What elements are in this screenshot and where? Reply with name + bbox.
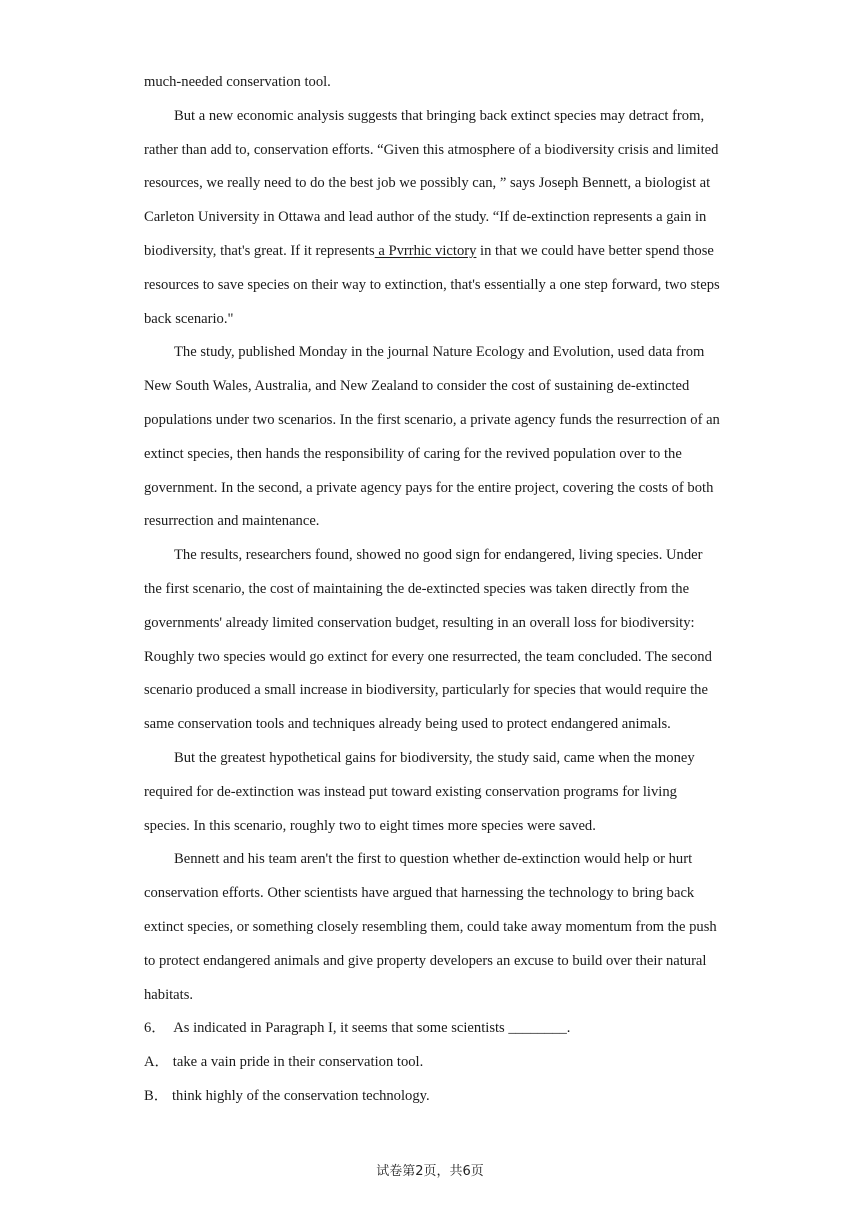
- article-paragraphs: [144, 66, 720, 1012]
- paragraph-text: in that we could have better spend those resources to save species on their way to extinction, that's essentially a one step forward, two steps back scenario.": [144, 242, 720, 327]
- option-text: take a vain pride in their conservation tool.: [172, 1054, 424, 1071]
- article-body: [144, 66, 720, 1114]
- question-6: [144, 1012, 720, 1046]
- option-letter: A．: [144, 1054, 170, 1071]
- article-paragraph: [144, 100, 720, 337]
- article-paragraph: [144, 336, 720, 539]
- option-b[interactable]: [144, 1080, 720, 1114]
- paragraph-text: But the greatest hypothetical gains for biodiversity, the study said, came when the money required for de-extinction was instead put toward existing conservation programs for living species. In this scenario, roughly two to eight times more species were saved.: [144, 749, 695, 834]
- underlined-phrase: a Pvrrhic victory: [374, 242, 477, 259]
- page-footer: 试卷第2页，共6页: [376, 1164, 484, 1179]
- paragraph-text: Bennett and his team aren't the first to question whether de-extinction would help or hurt conservation efforts. Other scientists have argued that harnessing the technology to bring back extinct species, or something closely resembling them, could take away momentum from the push to protect endangered animals and give property developers an excuse to build over their natural habitats.: [144, 851, 717, 1003]
- option-text: think highly of the conservation technology.: [171, 1087, 430, 1104]
- option-letter: B．: [144, 1087, 169, 1104]
- question-text: As indicated in Paragraph I, it seems that some scientists ________.: [173, 1020, 571, 1037]
- article-paragraph: [144, 66, 720, 100]
- article-paragraph: [144, 843, 720, 1012]
- paragraph-text: But a new economic analysis suggests that bringing back extinct species may detract from, rather than add to, conservation efforts. “Given this atmosphere of a biodiversity crisis and limited resources, we really need to do the best job we possibly can, ” says Joseph Bennett, a biologist at Carleton University in Ottawa and lead author of the study. “If de-extinction represents a gain in biodiversity, that's great. If it represents: [144, 107, 719, 259]
- question-number: 6．: [144, 1020, 166, 1037]
- article-paragraph: [144, 539, 720, 742]
- paragraph-text: much-needed conservation tool.: [144, 74, 331, 90]
- paragraph-text: The results, researchers found, showed no good sign for endangered, living species. Under the first scenario, the cost of maintaining the de-extincted species was taken directly from the governments' already limited conservation budget, resulting in an overall loss for biodiversity: Roughly two species would go extinct for every one resurrected, the team concluded. The second scenario produced a small increase in biodiversity, particularly for species that would require the same conservation tools and techniques already being used to protect endangered animals.: [144, 547, 712, 733]
- option-a[interactable]: [144, 1046, 720, 1080]
- article-paragraph: [144, 742, 720, 843]
- paragraph-text: The study, published Monday in the journal Nature Ecology and Evolution, used data from New South Wales, Australia, and New Zealand to consider the cost of sustaining de-extincted populations under two scenarios. In the first scenario, a private agency funds the resurrection of an extinct species, then hands the responsibility of caring for the revived population over to the government. In the second, a private agency pays for the entire project, covering the costs of both resurrection and maintenance.: [144, 344, 720, 530]
